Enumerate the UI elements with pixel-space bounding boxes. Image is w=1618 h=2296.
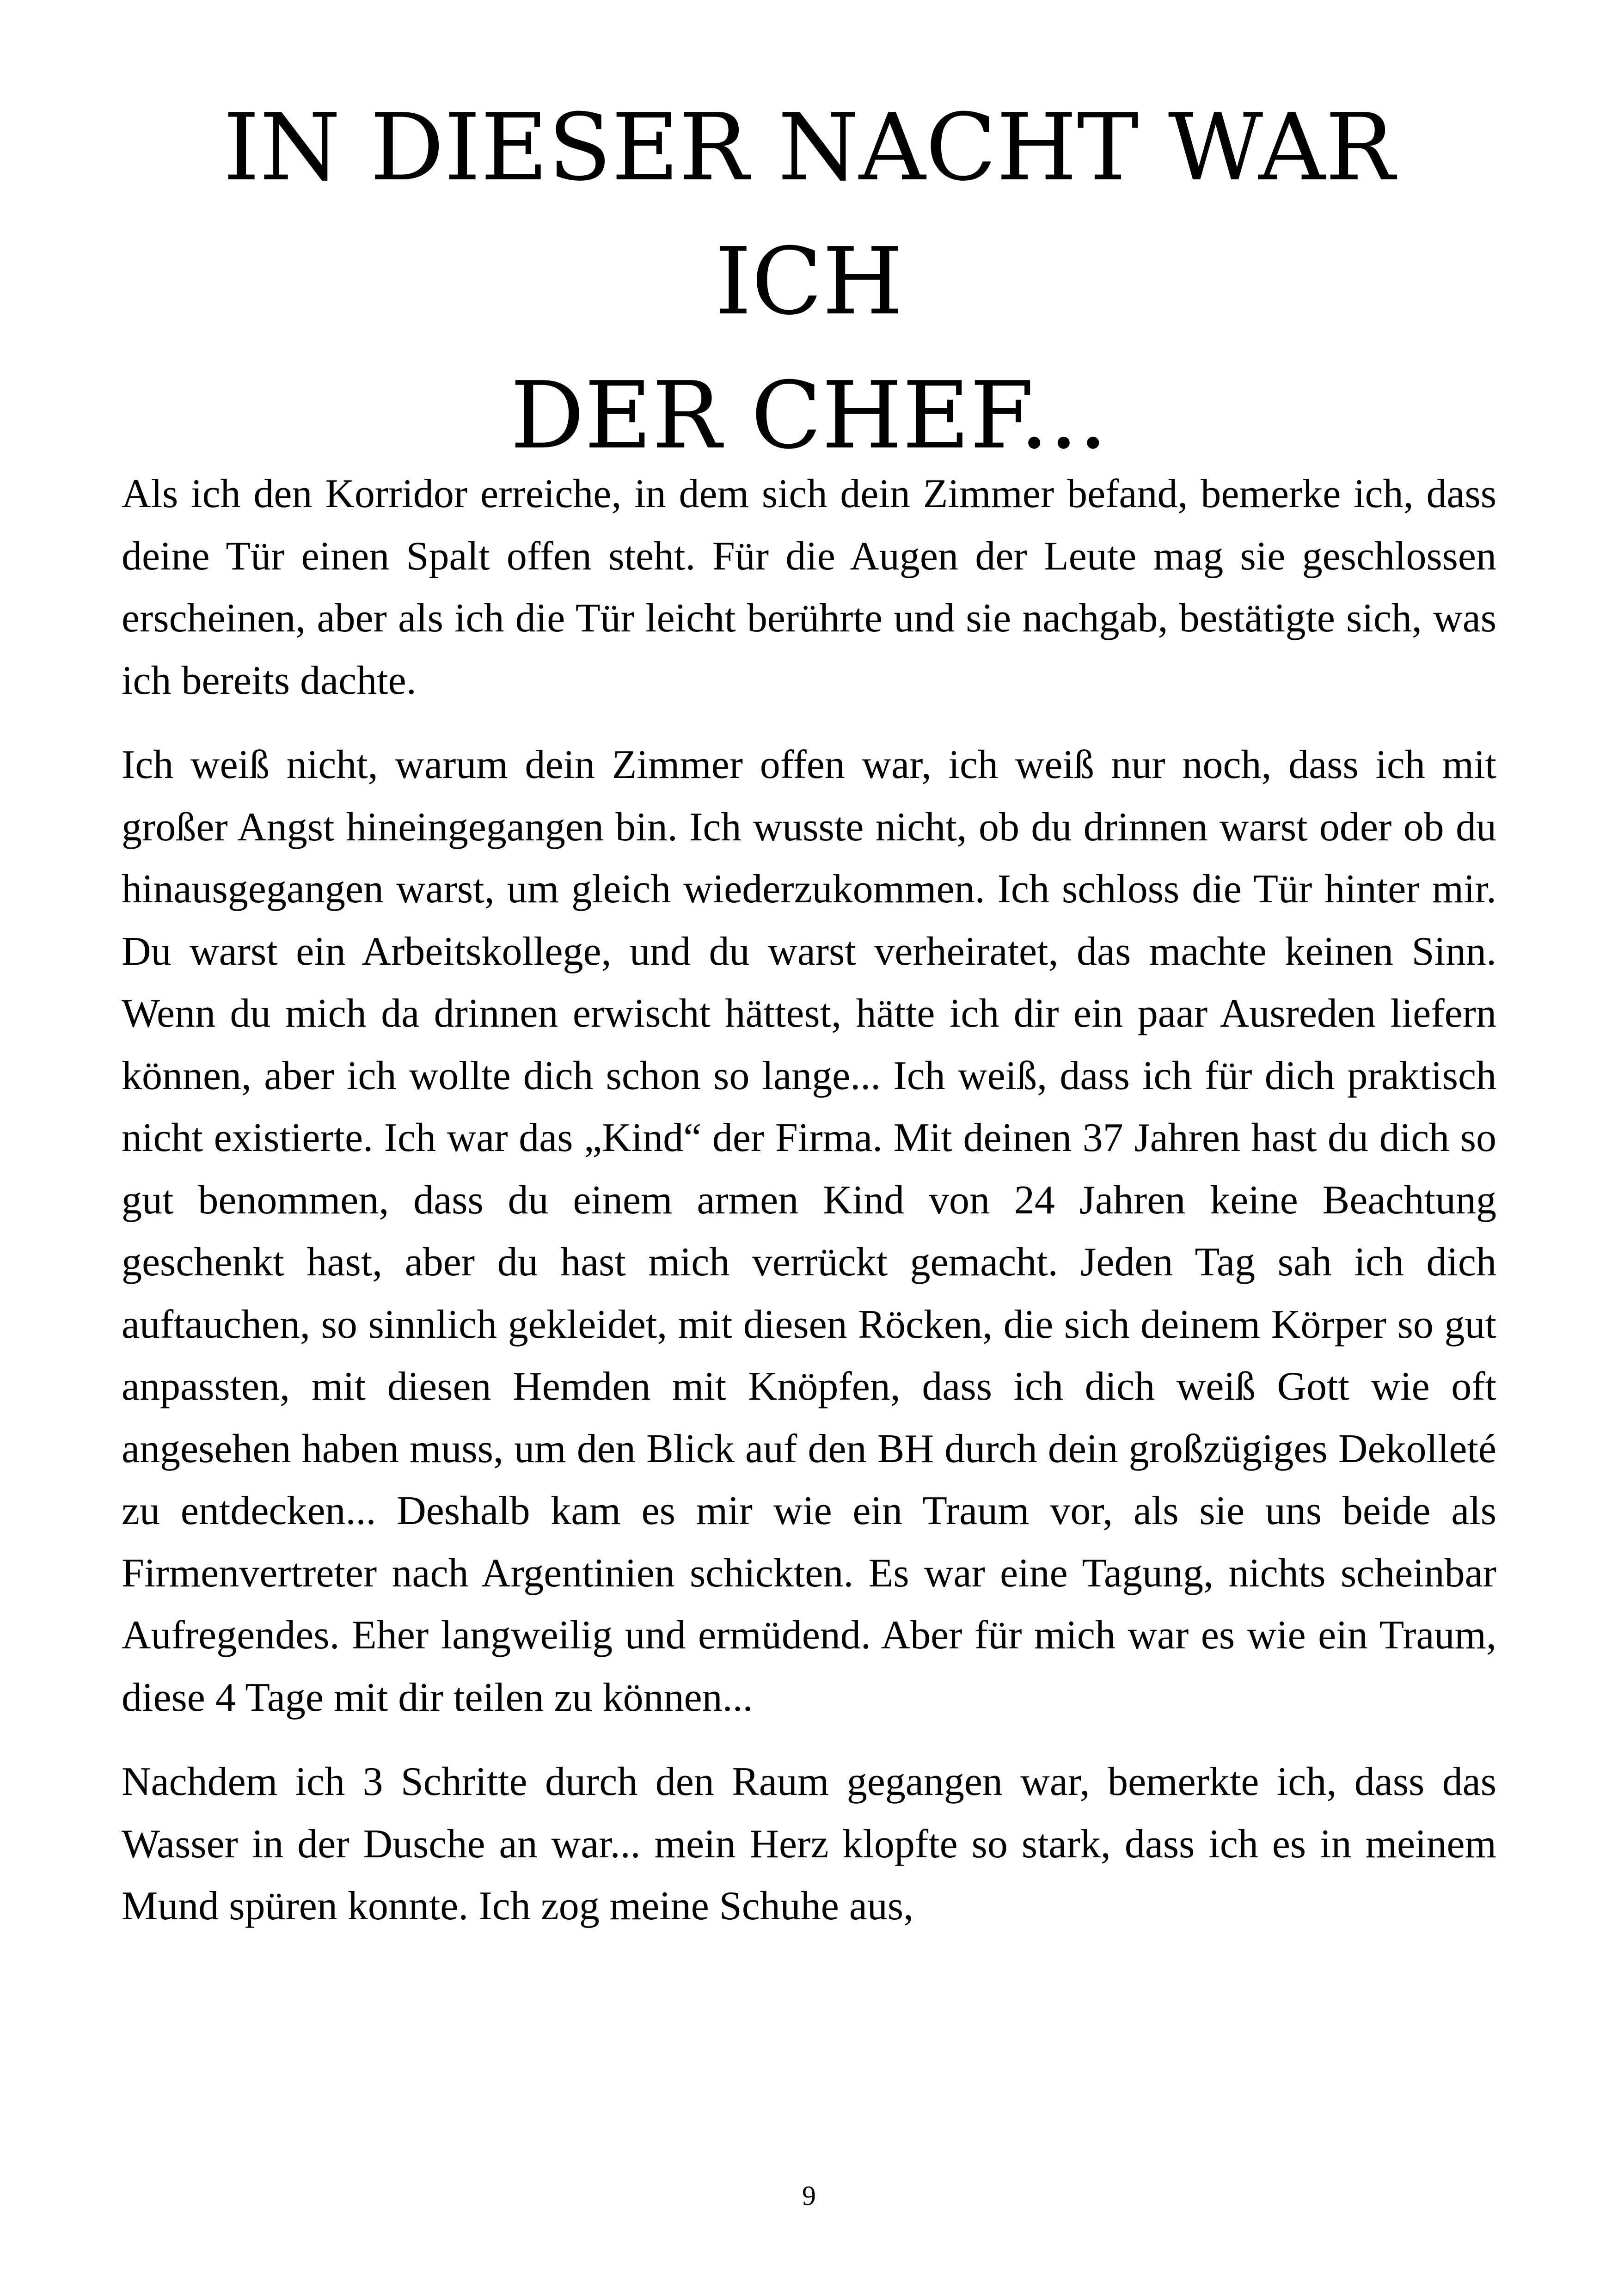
page-number: 9 [802,2180,816,2211]
chapter-title-line-2: DER CHEF... [510,362,1108,470]
paragraph-1: Als ich den Korridor erreiche, in dem sich dein Zimmer befand, bemerke ich, dass deine Tür einen Spalt offen steht. Für die Augen der Leute mag sie geschlossen erscheinen, aber als ich die Tür leicht berührte und sie nachgab, bestätigte sich, was ich bereits dachte. [122,471,1496,703]
chapter-title-line-1: IN DIESER NACHT WAR ICH [223,94,1395,336]
body-text [122,463,1496,1960]
paragraph-3: Nachdem ich 3 Schritte durch den Raum gegangen war, bemerkte ich, dass das Wasser in der Dusche an war... mein Herz klopfte so stark, dass ich es in meinem Mund spüren konnte. Ich zog meine Schuhe aus, [122,1759,1496,1929]
paragraph-2: Ich weiß nicht, warum dein Zimmer offen war, ich weiß nur noch, dass ich mit großer Angst hineingegangen bin. Ich wusste nicht, ob du drinnen warst oder ob du hinausgegangen warst, um gleich wiederzukommen. Ich schloss die Tür hinter mir. Du warst ein Arbeitskollege, und du warst verheiratet, das machte keinen Sinn. Wenn du mich da drinnen erwischt hättest, hätte ich dir ein paar Ausreden liefern können, aber ich wollte dich schon so lange... Ich weiß, dass ich für dich praktisch nicht existierte. Ich war das „Kind“ der Firma. Mit deinen 37 Jahren hast du dich so gut benommen, dass du einem armen Kind von 24 Jahren keine Beachtung geschenkt hast, aber du hast mich verrückt gemacht. Jeden Tag sah ich dich auftauchen, so sinnlich gekleidet, mit diesen Röcken, die sich deinem Körper so gut anpassten, mit diesen Hemden mit Knöpfen, dass ich dich weiß Gott wie oft angesehen haben muss, um den Blick auf den BH durch dein großzügiges Dekolleté zu entdecken... Deshalb kam es mir wie ein Traum vor, als sie uns beide als Firmenvertreter nach Argentinien schickten. Es war eine Tagung, nichts scheinbar Aufregendes. Eher langweilig und ermüdend. Aber für mich war es wie ein Traum, diese 4 Tage mit dir teilen zu können... [122,742,1496,1720]
chapter-title [122,81,1496,483]
